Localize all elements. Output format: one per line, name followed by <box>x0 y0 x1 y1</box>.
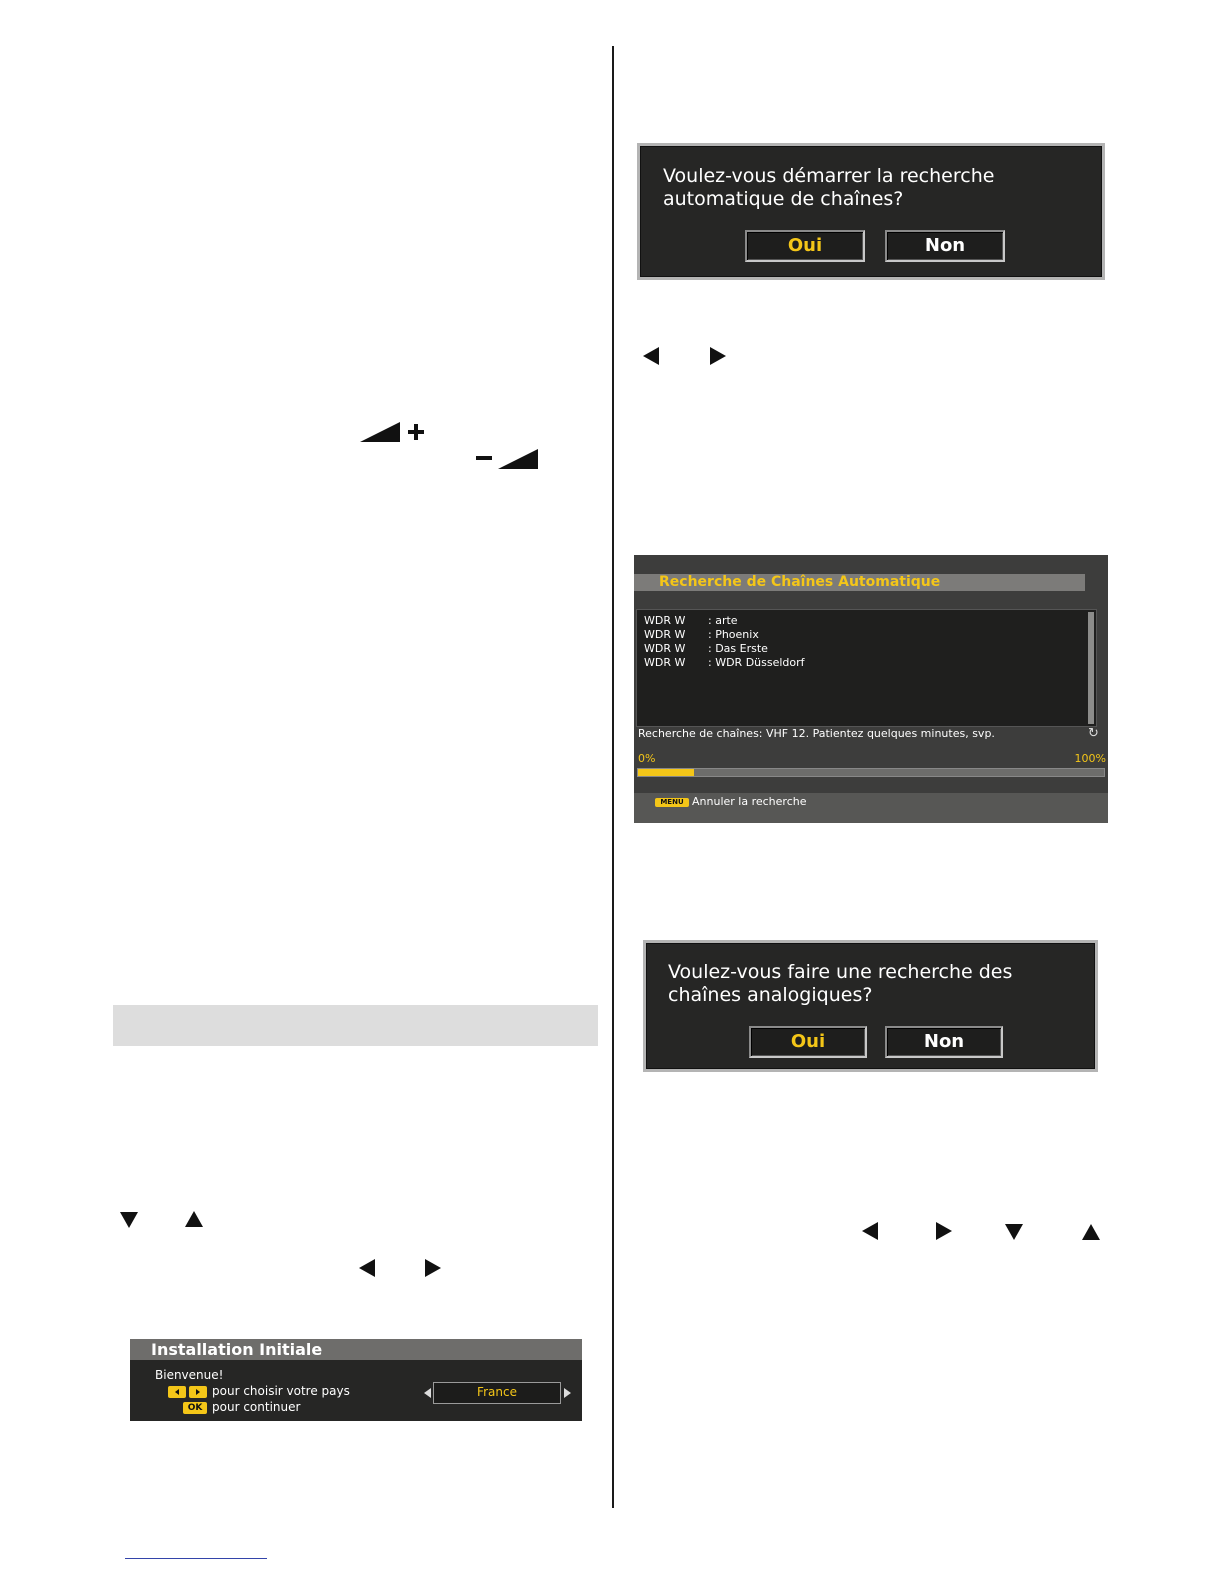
refresh-icon: ↻ <box>1088 726 1099 741</box>
arrow-down-icon <box>1005 1224 1023 1240</box>
channel-search-window <box>634 555 1108 823</box>
list-item: : arte <box>708 614 738 627</box>
arrow-left-icon <box>643 347 659 365</box>
no-button[interactable]: Non <box>885 230 1005 262</box>
analog-search-dialog <box>643 940 1098 1072</box>
search-status-text: Recherche de chaînes: VHF 12. Patientez quelques minutes, svp. <box>638 727 995 740</box>
arrow-down-icon <box>120 1212 138 1228</box>
dialog-question-line1: Voulez-vous faire une recherche des <box>668 961 1013 983</box>
column-divider <box>612 46 614 1508</box>
dialog-question-line2: chaînes analogiques? <box>668 984 873 1006</box>
yes-button[interactable]: Oui <box>745 230 865 262</box>
list-item: WDR W <box>644 642 686 655</box>
volume-up-icon <box>360 422 426 444</box>
auto-search-dialog <box>637 143 1105 280</box>
arrow-left-icon <box>862 1222 878 1240</box>
search-footer <box>634 793 1108 823</box>
yes-button[interactable]: Oui <box>749 1026 867 1058</box>
initial-installation-window <box>130 1339 582 1421</box>
left-key-icon <box>168 1386 186 1398</box>
arrow-left-icon[interactable] <box>424 1388 431 1398</box>
search-progress-bar <box>637 768 1105 777</box>
search-title: Recherche de Chaînes Automatique <box>659 574 941 590</box>
list-item: : WDR Düsseldorf <box>708 656 805 669</box>
arrow-up-icon <box>1082 1224 1100 1240</box>
arrow-right-icon <box>425 1259 441 1277</box>
arrow-right-icon <box>936 1222 952 1240</box>
country-select[interactable]: France <box>433 1382 561 1404</box>
progress-min-label: 0% <box>638 752 656 765</box>
arrow-right-icon <box>710 347 726 365</box>
list-item: : Das Erste <box>708 642 768 655</box>
continue-text: pour continuer <box>212 1400 301 1414</box>
welcome-text: Bienvenue! <box>155 1368 224 1382</box>
list-item: WDR W <box>644 656 686 669</box>
channel-list <box>636 609 1097 727</box>
list-item: WDR W <box>644 614 686 627</box>
progress-fill <box>638 769 694 776</box>
install-title: Installation Initiale <box>151 1340 323 1359</box>
dialog-question-line1: Voulez-vous démarrer la recherche <box>663 165 995 187</box>
list-scrollbar[interactable] <box>1088 612 1094 724</box>
choose-country-text: pour choisir votre pays <box>212 1384 350 1398</box>
menu-key-icon: MENU <box>655 798 689 807</box>
cancel-search-label[interactable]: Annuler la recherche <box>692 795 807 808</box>
ok-key-icon: OK <box>183 1402 207 1414</box>
dialog-question-line2: automatique de chaînes? <box>663 188 904 210</box>
install-title-bar <box>130 1339 582 1360</box>
right-key-icon <box>189 1386 207 1398</box>
list-item: WDR W <box>644 628 686 641</box>
progress-max-label: 100% <box>1074 752 1106 765</box>
footer-link-underline <box>125 1558 267 1559</box>
arrow-right-icon[interactable] <box>564 1388 571 1398</box>
section-header-bar <box>113 1005 598 1046</box>
list-item: : Phoenix <box>708 628 759 641</box>
volume-down-icon <box>476 449 540 471</box>
search-title-bar <box>634 574 1085 591</box>
arrow-up-icon <box>185 1211 203 1227</box>
arrow-left-icon <box>359 1259 375 1277</box>
no-button[interactable]: Non <box>885 1026 1003 1058</box>
